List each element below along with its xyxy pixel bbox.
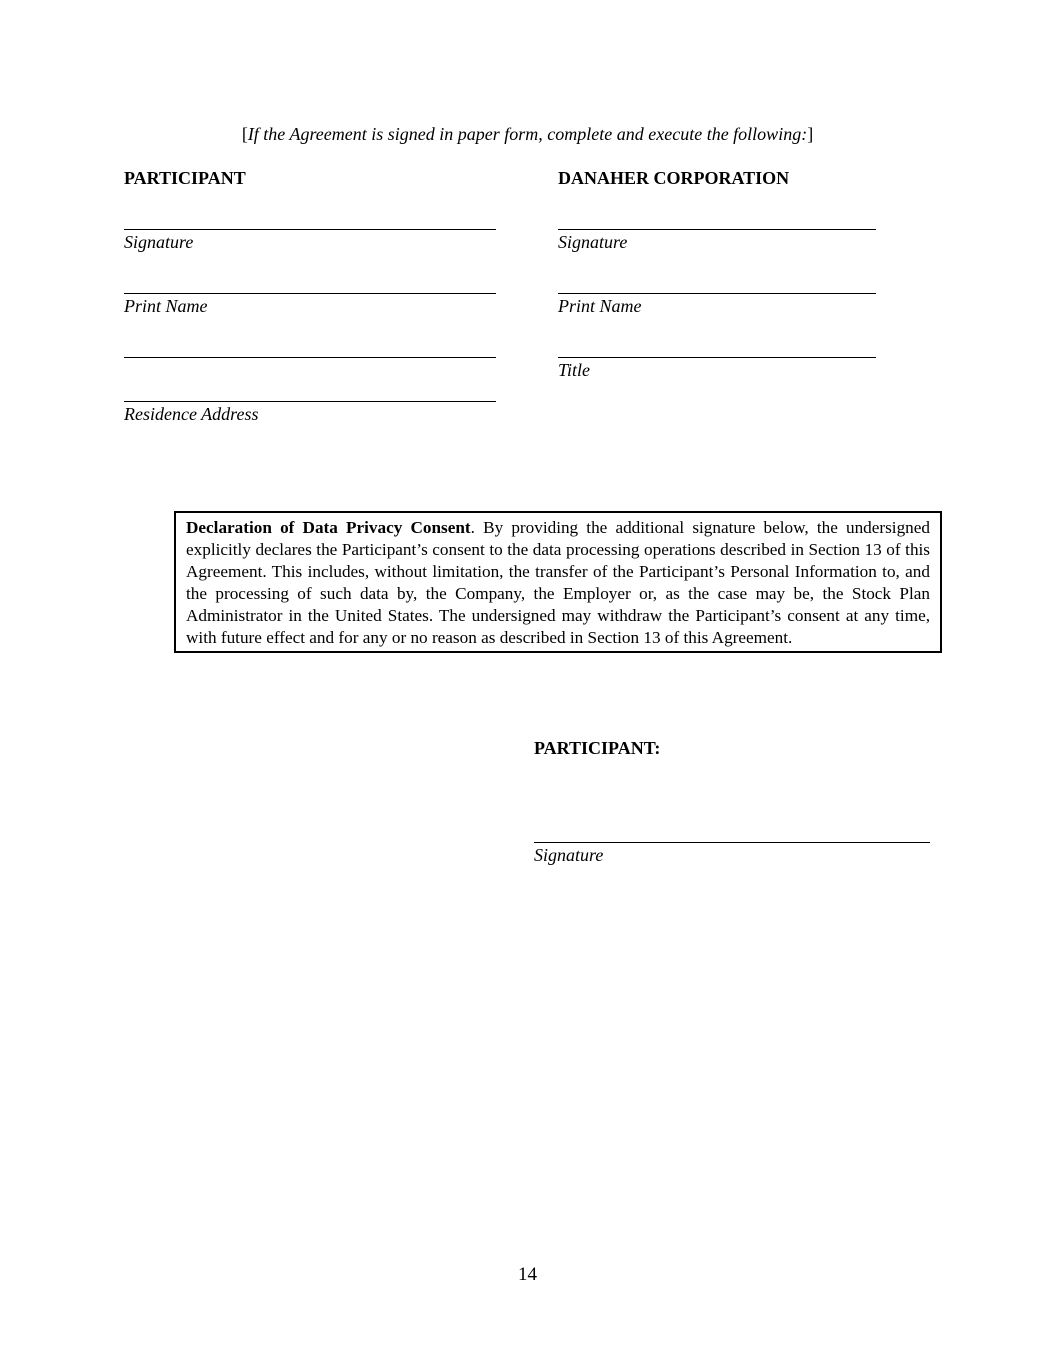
consent-signature-label: Signature [534, 845, 604, 865]
privacy-body: . By providing the additional signature below, the undersigned explicitly declares the Participant’s consent to the data processing operations described in Section 13 of this Agreement. This includes, without limitation, the transfer of the Participant’s Personal Information to, and the processing of such data by, the Company, the Employer or, as the case may be, the Stock Plan Administrator in the United States. The undersigned may withdraw the Participant’s consent at any time, with future effect and for any or no reason as described in Section 13 of this Agreement. [186, 518, 930, 647]
company-heading: DANAHER CORPORATION [558, 168, 790, 188]
company-signature-label: Signature [558, 232, 628, 252]
privacy-title: Declaration of Data Privacy Consent [186, 518, 471, 537]
company-print-name-line[interactable] [558, 293, 876, 294]
page-number: 14 [518, 1264, 537, 1285]
participant-print-name-line[interactable] [124, 293, 496, 294]
participant-heading: PARTICIPANT [124, 168, 246, 188]
participant-signature-label: Signature [124, 232, 194, 252]
participant-print-name-label: Print Name [124, 296, 208, 316]
company-title-line[interactable] [558, 357, 876, 358]
data-privacy-consent-box [174, 511, 942, 653]
consent-participant-heading: PARTICIPANT: [534, 738, 661, 758]
company-signature-line[interactable] [558, 229, 876, 230]
participant-signature-line[interactable] [124, 229, 496, 230]
participant-residence-label: Residence Address [124, 404, 259, 424]
company-title-label: Title [558, 360, 591, 380]
participant-address-line-1[interactable] [124, 357, 496, 358]
intro-instruction: [If the Agreement is signed in paper form, complete and execute the following:] [241, 124, 814, 144]
participant-address-line-2[interactable] [124, 401, 496, 402]
company-print-name-label: Print Name [558, 296, 642, 316]
consent-signature-line[interactable] [534, 842, 930, 843]
